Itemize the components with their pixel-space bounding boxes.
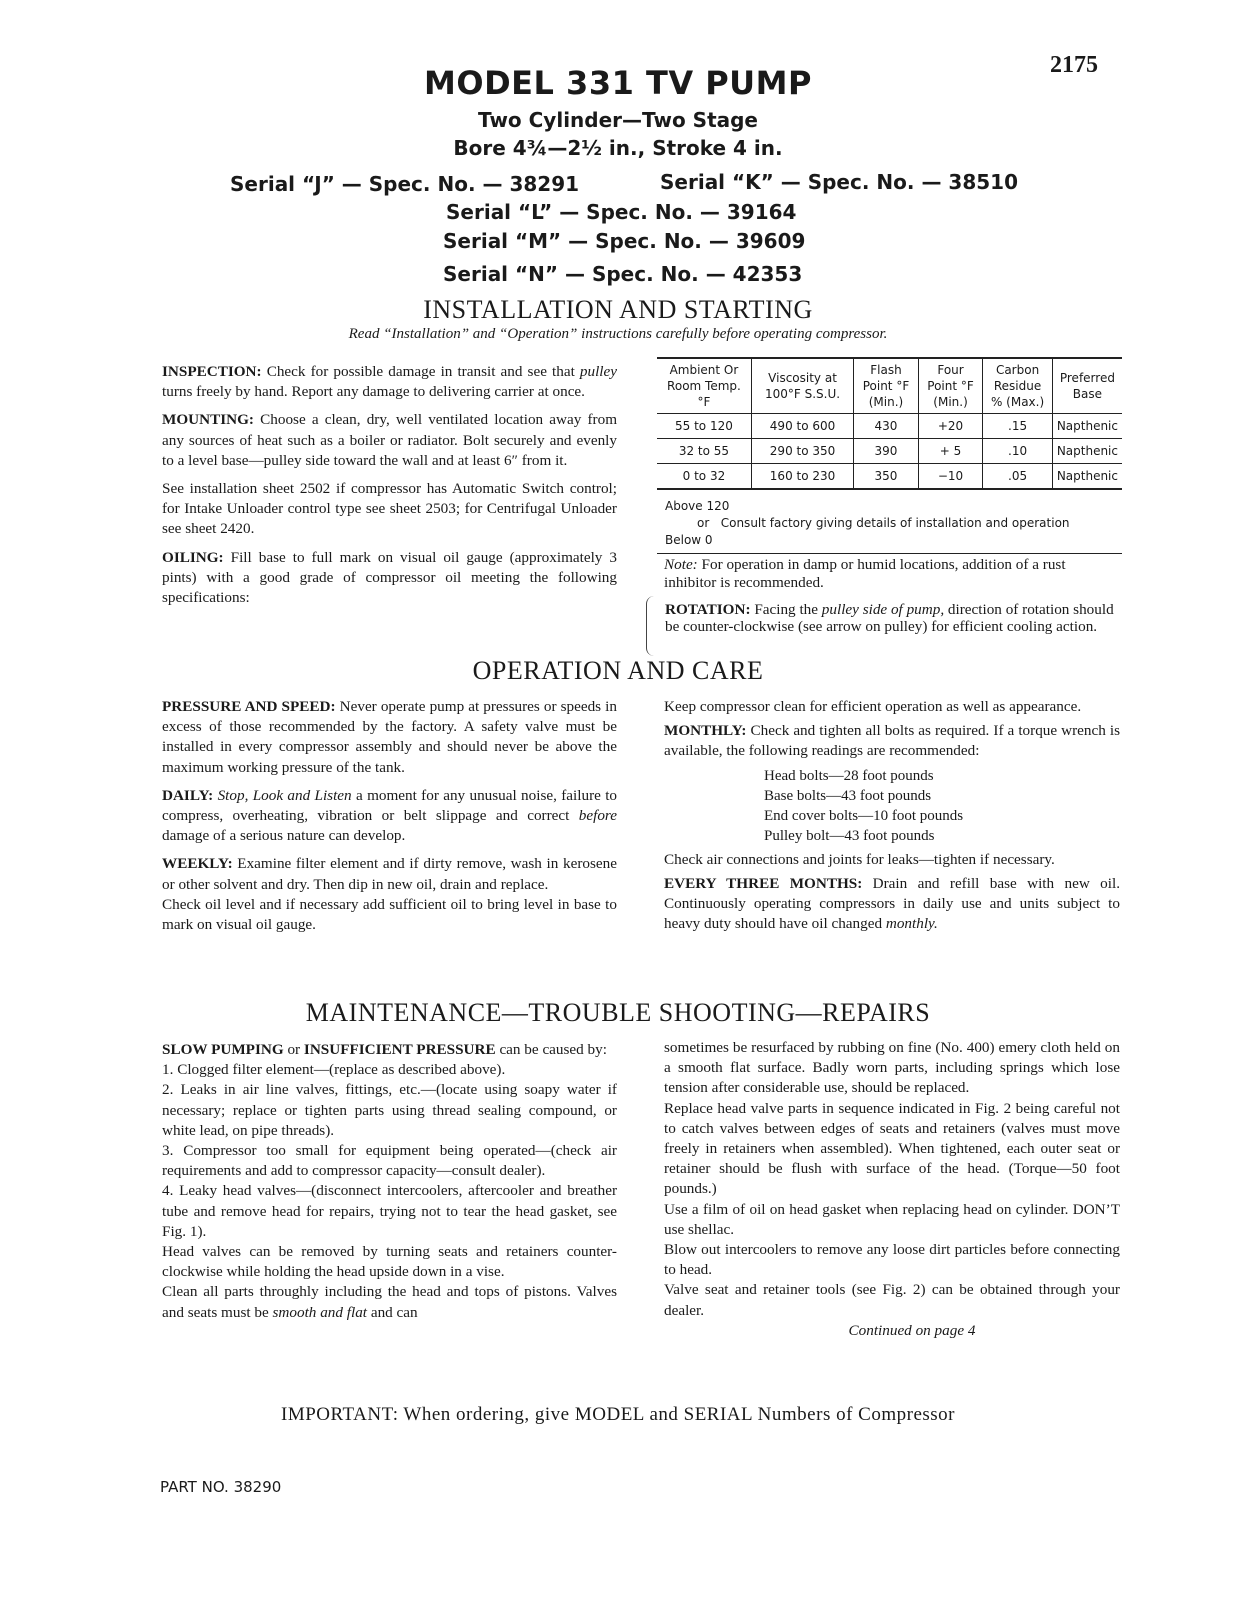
table-cell: 390	[854, 439, 919, 464]
humid-note: Note: For operation in damp or humid locations, addition of a rust inhibitor is recommended.	[664, 556, 1066, 591]
blow-out-paragraph: Blow out intercoolers to remove any loose dirt particles before connecting to head.	[664, 1241, 1120, 1279]
installation-heading: INSTALLATION AND STARTING	[423, 295, 813, 324]
replace-paragraph: Replace head valve parts in sequence indicated in Fig. 2 being careful not to catch valves between edges of seats and retainers (valves must move freely in retainers when assembled). When tightened, each outer seat or retainer should be flush with surface of the head. (Torque—50 foot pounds.)	[664, 1099, 1120, 1198]
installation-left-column	[162, 362, 617, 616]
monthly-paragraph: MONTHLY: Check and tighten all bolts as required. If a torque wrench is available, the following readings are recommended:	[664, 722, 1121, 760]
serial-n: Serial “N” — Spec. No. — 42353	[443, 262, 803, 286]
rotation-bracket	[646, 596, 657, 656]
resurface-paragraph: sometimes be resurfaced by rubbing on fine (No. 400) emery cloth held on a smooth flat surface. Badly worn parts, including springs which lose tension after considerable use, should be replaced.	[664, 1039, 1120, 1097]
table-cell: Napthenic	[1052, 439, 1122, 464]
table-cell: 350	[854, 464, 919, 490]
list-item: 2. Leaks in air line valves, fittings, etc.—(locate using soapy water if necessary; replace or tighten parts using thread sealing compound, or white lead, on pipe threads).	[162, 1081, 617, 1139]
table-footnote	[657, 498, 1122, 554]
installation-note: Read “Installation” and “Operation” instructions carefully before operating compressor.	[348, 326, 888, 342]
important-notice: IMPORTANT: When ordering, give MODEL and SERIAL Numbers of Compressor	[281, 1404, 955, 1425]
oiling-paragraph: OILING: Fill base to full mark on visual oil gauge (approximately 3 pints) with a good grade of compressor oil meeting the following specifications:	[162, 548, 618, 607]
slow-pumping-heading: SLOW PUMPING or INSUFFICIENT PRESSURE can be caused by:	[162, 1041, 607, 1058]
table-cell: .10	[983, 439, 1053, 464]
list-item: 3. Compressor too small for equipment being operated—(check air requirements and add to compressor capacity—consult dealer).	[162, 1142, 617, 1180]
continued-note: Continued on page 4	[848, 1321, 976, 1339]
page-title: MODEL 331 TV PUMP	[424, 64, 812, 102]
footnote-below: Below 0	[665, 533, 713, 547]
maintenance-right-column	[664, 1038, 1120, 1341]
list-item: 1. Clogged filter element—(replace as described above).	[162, 1061, 506, 1079]
pressure-speed-paragraph: PRESSURE AND SPEED: Never operate pump at pressures or speeds in excess of those recommended by the factory. A safety valve must be installed in every compressor assembly and should never be above the maximum working pressure of the tank.	[162, 698, 617, 776]
list-item: 4. Leaky head valves—(disconnect intercoolers, aftercooler and breather tube and remove head for repairs, trying not to tear the head gasket, see Fig. 1).	[162, 1182, 617, 1240]
maintenance-heading: MAINTENANCE—TROUBLE SHOOTING—REPAIRS	[305, 998, 931, 1027]
clean-paragraph: Clean all parts throughly including the head and tops of pistons. Valves and seats must be smooth and flat and can	[162, 1283, 617, 1321]
table-cell: +20	[918, 414, 983, 439]
header-four-point: Four Point °F (Min.)	[918, 358, 983, 414]
sheet-reference-paragraph: See installation sheet 2502 if compressor has Automatic Switch control; for Intake Unloader control type see sheet 2503; for Centrifugal Unloader see sheet 2420.	[162, 480, 617, 538]
tools-paragraph: Valve seat and retainer tools (see Fig. 2) can be obtained through your dealer.	[664, 1281, 1120, 1319]
keep-clean-paragraph: Keep compressor clean for efficient operation as well as appearance.	[664, 698, 1082, 715]
table-row	[657, 464, 1122, 490]
table-cell: 32 to 55	[657, 439, 751, 464]
footnote-consult: or Consult factory giving details of installation and operation	[697, 516, 1070, 530]
maintenance-left-column	[162, 1040, 617, 1323]
three-months-paragraph: EVERY THREE MONTHS: Drain and refill base with new oil. Continuously operating compressors in daily use and units subject to heavy duty should have oil changed monthly.	[664, 874, 1120, 933]
table-cell: .05	[983, 464, 1053, 490]
table-header-row	[657, 358, 1122, 414]
table-cell: .15	[983, 414, 1053, 439]
serial-l: Serial “L” — Spec. No. — 39164	[446, 200, 797, 224]
table-cell: 160 to 230	[751, 464, 853, 490]
table-row	[657, 414, 1122, 439]
subtitle-cylinders: Two Cylinder—Two Stage	[478, 108, 758, 132]
oil-spec-table-wrap	[657, 357, 1122, 554]
table-row	[657, 439, 1122, 464]
torque-item: Base bolts—43 foot pounds	[764, 787, 932, 804]
operation-right-column	[664, 697, 1120, 942]
torque-item: End cover bolts—10 foot pounds	[764, 807, 964, 824]
daily-paragraph: DAILY: Stop, Look and Listen a moment for any unusual noise, failure to compress, overheating, vibration or belt slippage and correct before damage of a serious nature can develop.	[162, 786, 618, 845]
serial-k: Serial “K” — Spec. No. — 38510	[660, 170, 1018, 194]
check-air-paragraph: Check air connections and joints for leaks—tighten if necessary.	[664, 850, 1055, 868]
head-valves-paragraph: Head valves can be removed by turning seats and retainers counter-clockwise while holding the head upside down in a vise.	[162, 1243, 617, 1281]
mounting-paragraph: MOUNTING: Choose a clean, dry, well ventilated location away from any sources of heat such as a boiler or radiator. Bolt securely and evenly to a level base—pulley side toward the wall and at least 6″ from it.	[162, 411, 618, 469]
serial-m: Serial “M” — Spec. No. — 39609	[443, 229, 806, 253]
header-carbon: Carbon Residue % (Max.)	[983, 358, 1053, 414]
check-oil-paragraph: Check oil level and if necessary add sufficient oil to bring level in base to mark on visual oil gauge.	[162, 895, 617, 934]
serial-j: Serial “J” — Spec. No. — 38291	[230, 172, 580, 196]
table-cell: Napthenic	[1052, 414, 1122, 439]
oil-spec-table	[657, 357, 1122, 490]
torque-item: Head bolts—28 foot pounds	[764, 767, 934, 784]
table-cell: 290 to 350	[751, 439, 853, 464]
table-cell: 0 to 32	[657, 464, 751, 490]
operation-heading: OPERATION AND CARE	[472, 656, 764, 685]
header-viscosity: Viscosity at 100°F S.S.U.	[751, 358, 853, 414]
rotation-paragraph: ROTATION: Facing the pulley side of pump, direction of rotation should be counter-clockwise (see arrow on pulley) for efficient cooling action.	[665, 601, 1114, 635]
header-ambient: Ambient Or Room Temp. °F	[657, 358, 751, 414]
table-cell: Napthenic	[1052, 464, 1122, 490]
operation-left-column	[162, 697, 617, 943]
table-cell: + 5	[918, 439, 983, 464]
oil-film-paragraph: Use a film of oil on head gasket when replacing head on cylinder. DON’T use shellac.	[664, 1200, 1120, 1238]
page-number: 2175	[1050, 52, 1098, 78]
subtitle-bore-stroke: Bore 4¾—2½ in., Stroke 4 in.	[453, 136, 783, 160]
torque-item: Pulley bolt—43 foot pounds	[764, 827, 935, 844]
header-preferred: Preferred Base	[1052, 358, 1122, 414]
table-cell: 55 to 120	[657, 414, 751, 439]
footnote-above: Above 120	[665, 499, 730, 513]
header-flash: Flash Point °F (Min.)	[854, 358, 919, 414]
table-cell: 490 to 600	[751, 414, 853, 439]
weekly-paragraph: WEEKLY: Examine filter element and if dirty remove, wash in kerosene or other solvent and dry. Then dip in new oil, drain and replace.	[162, 855, 617, 893]
inspection-paragraph: INSPECTION: Check for possible damage in transit and see that pulley turns freely by hand. Report any damage to delivering carrier at once.	[162, 363, 617, 401]
torque-list	[664, 766, 1120, 846]
table-cell: −10	[918, 464, 983, 490]
part-number: PART NO. 38290	[160, 1478, 282, 1496]
table-cell: 430	[854, 414, 919, 439]
